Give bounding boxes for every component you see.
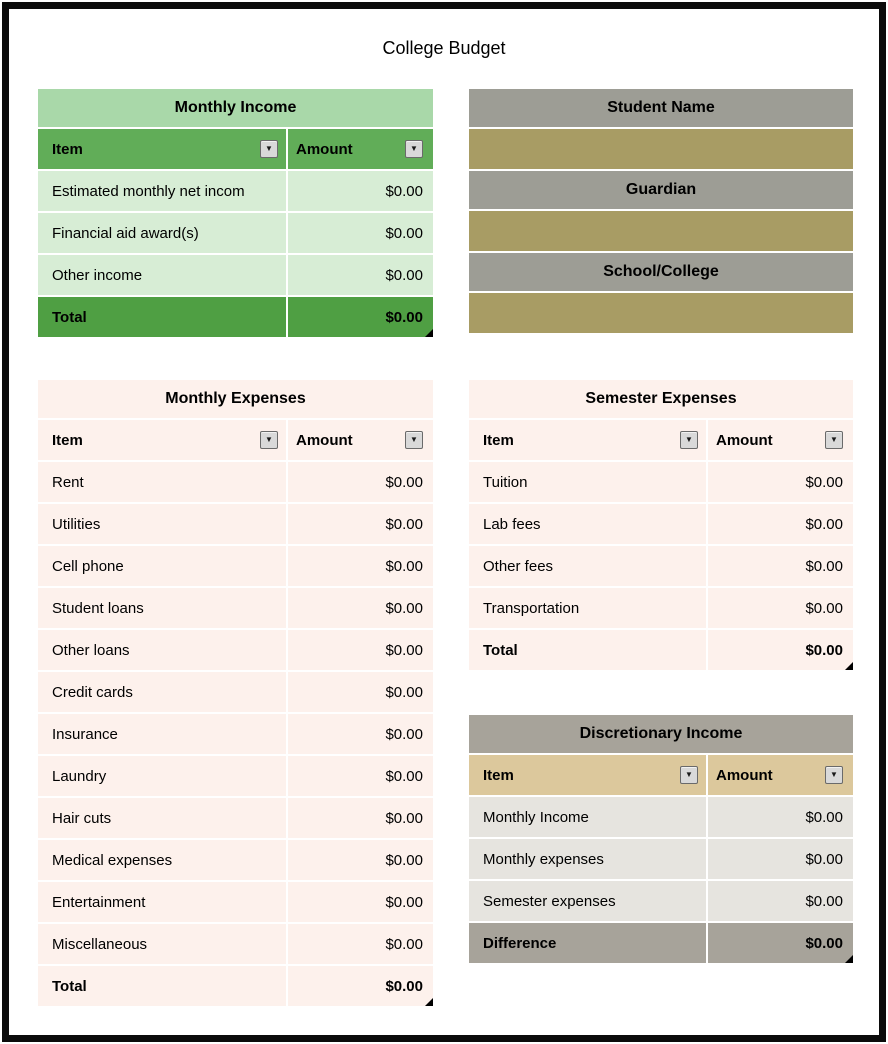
amount-cell[interactable] [708,546,853,586]
table-row [469,546,853,586]
table-row [38,255,433,295]
fill-handle-corner [425,329,433,337]
amount-value: $0.00 [805,557,843,575]
table-row [38,756,433,796]
student-name-field[interactable] [469,129,853,169]
table-row [38,924,433,964]
amount-filter-button[interactable] [825,766,843,784]
table-row [38,588,433,628]
semester-expenses-title: Semester Expenses [469,380,853,418]
amount-cell[interactable] [288,504,433,544]
monthly-expenses-table [38,380,433,1006]
table-row [469,588,853,628]
item-column-header: Item [52,431,83,449]
table-row [38,840,433,880]
amount-value: $0.00 [385,725,423,743]
fill-handle-corner [845,662,853,670]
discretionary-income-table [469,715,853,963]
item-cell[interactable] [38,756,286,796]
worksheet-page [2,2,886,1042]
item-cell[interactable] [469,462,706,502]
amount-value: $0.00 [805,515,843,533]
fill-handle-corner [845,955,853,963]
table-row [38,798,433,838]
amount-cell[interactable] [708,588,853,628]
amount-value: $0.00 [805,808,843,826]
amount-value: $0.00 [385,641,423,659]
monthly-income-header-row [38,129,433,169]
difference-label-cell[interactable] [469,923,706,963]
guardian-header: Guardian [469,171,853,209]
amount-value: $0.00 [805,892,843,910]
item-label: Other income [52,266,143,284]
amount-value: $0.00 [385,557,423,575]
item-cell[interactable] [38,630,286,670]
amount-cell[interactable] [708,881,853,921]
difference-amount-cell[interactable] [708,923,853,963]
item-cell[interactable] [469,839,706,879]
item-cell[interactable] [38,588,286,628]
amount-column-header-cell [708,755,853,795]
amount-cell[interactable] [288,840,433,880]
item-label: Tuition [483,473,528,491]
table-row [38,546,433,586]
table-row [469,797,853,837]
fill-handle-corner [425,998,433,1006]
total-label: Total [483,641,518,659]
item-column-header-cell [469,755,706,795]
item-cell[interactable] [38,924,286,964]
monthly-income-table [38,89,433,337]
chevron-down-icon: ▼ [830,435,838,444]
total-row [38,297,433,337]
item-label: Lab fees [483,515,541,533]
item-cell[interactable] [38,840,286,880]
chevron-down-icon: ▼ [265,144,273,153]
total-row [38,966,433,1006]
guardian-field[interactable] [469,211,853,251]
amount-filter-button[interactable] [405,140,423,158]
table-row [469,462,853,502]
chevron-down-icon: ▼ [685,435,693,444]
discretionary-income-title: Discretionary Income [469,715,853,753]
item-cell[interactable] [469,797,706,837]
amount-cell[interactable] [708,839,853,879]
amount-cell[interactable] [288,171,433,211]
table-row [38,213,433,253]
item-label: Student loans [52,599,144,617]
amount-value: $0.00 [385,515,423,533]
item-label: Hair cuts [52,809,112,827]
amount-cell[interactable] [288,588,433,628]
amount-value: $0.00 [385,473,423,491]
item-cell[interactable] [38,171,286,211]
chevron-down-icon: ▼ [410,435,418,444]
school-college-field[interactable] [469,293,853,333]
amount-cell[interactable] [288,213,433,253]
amount-value: $0.00 [385,599,423,617]
item-label: Estimated monthly net incom [52,182,245,200]
amount-value: $0.00 [385,224,423,242]
chevron-down-icon: ▼ [685,770,693,779]
total-label-cell[interactable] [38,297,286,337]
table-row [469,881,853,921]
amount-value: $0.00 [805,599,843,617]
amount-column-header: Amount [296,140,353,158]
item-label: Entertainment [52,893,146,911]
total-label-cell[interactable] [469,630,706,670]
item-cell[interactable] [38,213,286,253]
amount-column-header-cell [288,129,433,169]
student-info-panel [469,89,853,335]
school-college-header: School/College [469,253,853,291]
table-row [38,714,433,754]
amount-value: $0.00 [385,266,423,284]
table-row [469,504,853,544]
table-row [38,462,433,502]
item-cell[interactable] [469,881,706,921]
table-row [38,630,433,670]
item-filter-button[interactable] [680,431,698,449]
amount-column-header: Amount [296,431,353,449]
item-label: Other loans [52,641,130,659]
total-row [469,630,853,670]
total-amount: $0.00 [385,977,423,995]
difference-amount: $0.00 [805,934,843,952]
item-cell[interactable] [469,588,706,628]
item-cell[interactable] [38,462,286,502]
amount-cell[interactable] [708,797,853,837]
amount-cell[interactable] [288,462,433,502]
item-cell[interactable] [38,882,286,922]
amount-cell[interactable] [288,714,433,754]
semester-expenses-table [469,380,853,670]
item-label: Cell phone [52,557,124,575]
amount-column-header-cell [708,420,853,460]
amount-value: $0.00 [385,893,423,911]
chevron-down-icon: ▼ [410,144,418,153]
amount-cell[interactable] [288,798,433,838]
item-column-header-cell [469,420,706,460]
item-label: Utilities [52,515,101,533]
item-cell[interactable] [469,546,706,586]
item-label: Transportation [483,599,580,617]
total-amount-cell[interactable] [288,966,433,1006]
item-label: Monthly expenses [483,850,604,868]
discretionary-income-header-row [469,755,853,795]
table-row [38,672,433,712]
difference-label: Difference [483,934,557,952]
amount-cell[interactable] [288,255,433,295]
monthly-expenses-header-row [38,420,433,460]
chevron-down-icon: ▼ [830,770,838,779]
total-label: Total [52,308,87,326]
amount-cell[interactable] [288,630,433,670]
student-name-header: Student Name [469,89,853,127]
total-amount-cell[interactable] [288,297,433,337]
amount-cell[interactable] [288,882,433,922]
item-column-header: Item [483,431,514,449]
monthly-income-title: Monthly Income [38,89,433,127]
item-label: Rent [52,473,84,491]
item-label: Credit cards [52,683,133,701]
item-cell[interactable] [38,798,286,838]
semester-expenses-header-row [469,420,853,460]
item-cell[interactable] [469,504,706,544]
total-amount-cell[interactable] [708,630,853,670]
amount-cell[interactable] [288,546,433,586]
amount-value: $0.00 [385,767,423,785]
amount-value: $0.00 [385,182,423,200]
table-row [38,171,433,211]
amount-cell[interactable] [708,504,853,544]
amount-column-header-cell [288,420,433,460]
item-label: Other fees [483,557,554,575]
item-label: Miscellaneous [52,935,148,953]
item-column-header: Item [52,140,83,158]
item-filter-button[interactable] [680,766,698,784]
amount-column-header: Amount [716,766,773,784]
item-filter-button[interactable] [260,431,278,449]
item-label: Financial aid award(s) [52,224,199,242]
item-column-header: Item [483,766,514,784]
item-label: Semester expenses [483,892,616,910]
item-label: Insurance [52,725,118,743]
page-title: College Budget [382,38,506,58]
item-label: Medical expenses [52,851,173,869]
total-label-cell[interactable] [38,966,286,1006]
item-column-header-cell [38,420,286,460]
amount-cell[interactable] [288,756,433,796]
table-row [38,882,433,922]
amount-filter-button[interactable] [405,431,423,449]
total-amount: $0.00 [805,641,843,659]
item-cell[interactable] [38,714,286,754]
item-cell[interactable] [38,546,286,586]
item-label: Laundry [52,767,107,785]
table-row [38,504,433,544]
item-column-header-cell [38,129,286,169]
amount-cell[interactable] [708,462,853,502]
table-row [469,839,853,879]
amount-cell[interactable] [288,672,433,712]
monthly-expenses-title: Monthly Expenses [38,380,433,418]
amount-value: $0.00 [385,809,423,827]
amount-value: $0.00 [805,473,843,491]
item-cell[interactable] [38,504,286,544]
amount-value: $0.00 [385,935,423,953]
item-cell[interactable] [38,672,286,712]
item-cell[interactable] [38,255,286,295]
amount-column-header: Amount [716,431,773,449]
total-label: Total [52,977,87,995]
item-filter-button[interactable] [260,140,278,158]
amount-filter-button[interactable] [825,431,843,449]
amount-value: $0.00 [805,850,843,868]
chevron-down-icon: ▼ [265,435,273,444]
amount-value: $0.00 [385,851,423,869]
item-label: Monthly Income [483,808,589,826]
amount-cell[interactable] [288,924,433,964]
difference-row [469,923,853,963]
total-amount: $0.00 [385,308,423,326]
amount-value: $0.00 [385,683,423,701]
